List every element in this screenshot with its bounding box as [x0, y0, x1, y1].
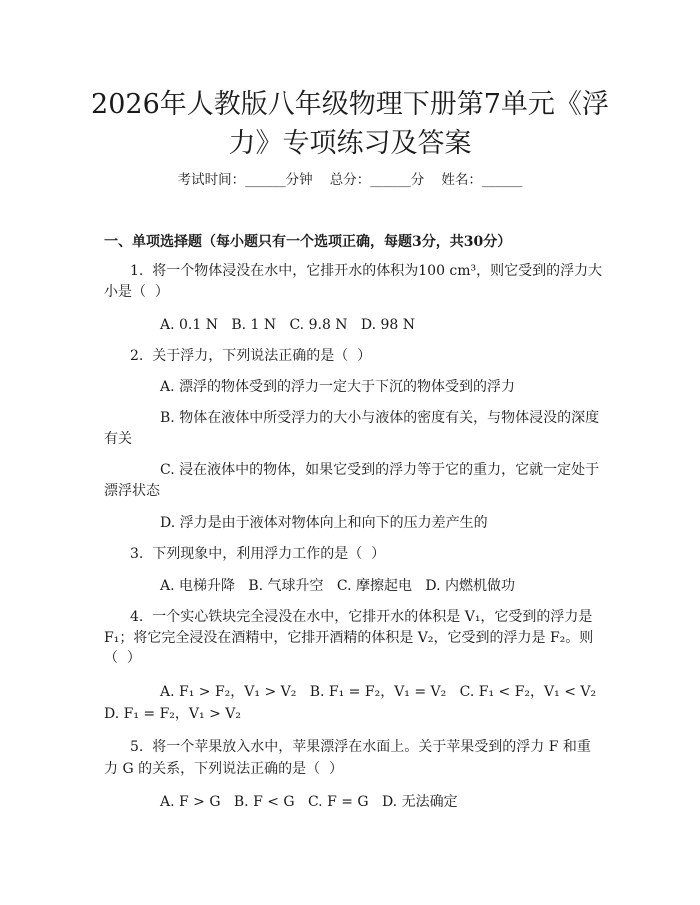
question-5-text: 5. 将一个苹果放入水中，苹果漂浮在水面上。关于苹果受到的浮力 F 和重 — [130, 739, 591, 755]
question-1-text: 1. 将一个物体浸没在水中，它排开水的体积为100 cm³，则它受到的浮力大 — [130, 263, 603, 279]
document-title-line-1: 2026年人教版八年级物理下册第7单元《浮 — [91, 89, 609, 120]
document-title-line-2: 力》专项练习及答案 — [228, 128, 472, 159]
question-4-text-cont: F₁；将它完全浸没在酒精中，它排开酒精的体积是 V₂，它受到的浮力是 F₂。则 — [104, 630, 594, 646]
question-5-text-cont: 力 G 的关系，下列说法正确的是（ ） — [104, 761, 343, 777]
question-3-options: A. 电梯升降 B. 气球升空 C. 摩擦起电 D. 内燃机做功 — [160, 578, 515, 594]
question-4-options-abc: A. F₁ > F₂，V₁ > V₂ B. F₁ = F₂，V₁ = V₂ C. F₁ < F₂，V₁ < V₂ — [160, 684, 597, 700]
question-2-option-a: A. 漂浮的物体受到的浮力一定大于下沉的物体受到的浮力 — [160, 379, 516, 395]
question-4-text-cont-2: （ ） — [104, 650, 141, 666]
section-heading-single-choice: 一、单项选择题（每小题只有一个选项正确，每题3分，共30分） — [104, 234, 512, 250]
question-5-options: A. F > G B. F < G C. F = G D. 无法确定 — [160, 794, 458, 810]
question-3-text: 3. 下列现象中，利用浮力工作的是（ ） — [130, 546, 386, 562]
question-2-text: 2. 关于浮力，下列说法正确的是（ ） — [130, 348, 372, 364]
question-2-option-b-cont: 有关 — [104, 431, 132, 447]
question-4-option-d: D. F₁ = F₂，V₁ > V₂ — [104, 706, 241, 722]
question-2-option-b: B. 物体在液体中所受浮力的大小与液体的密度有关，与物体浸没的深度 — [160, 410, 600, 426]
exam-meta-info: 考试时间：______分钟 总分：______分 姓名：______ — [177, 172, 523, 188]
question-2-option-d: D. 浮力是由于液体对物体向上和向下的压力差产生的 — [160, 515, 488, 531]
question-2-option-c: C. 浸在液体中的物体，如果它受到的浮力等于它的重力，它就一定处于 — [160, 462, 600, 478]
question-1-text-cont: 小是（ ） — [104, 284, 169, 300]
question-1-options: A. 0.1 N B. 1 N C. 9.8 N D. 98 N — [160, 317, 416, 333]
question-2-option-c-cont: 漂浮状态 — [104, 483, 160, 499]
question-4-text: 4. 一个实心铁块完全浸没在水中，它排开水的体积是 V₁，它受到的浮力是 — [130, 609, 593, 625]
